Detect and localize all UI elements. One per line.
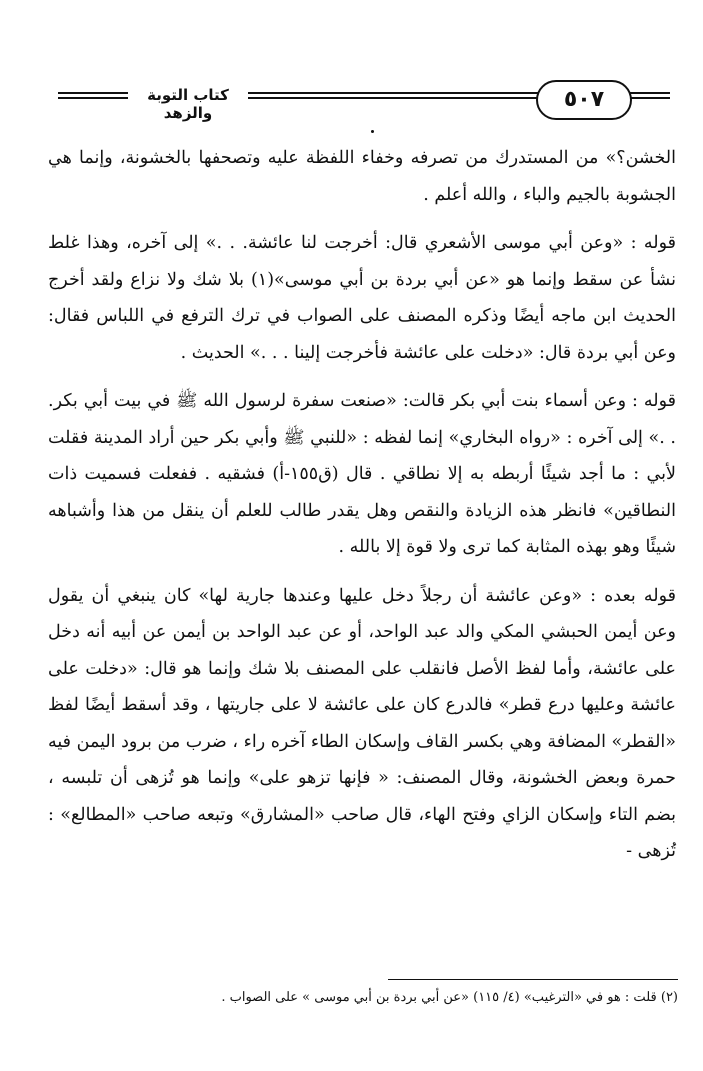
paragraph-2: قوله : «وعن أبي موسى الأشعري قال: أخرجت لنا عائشة. . .» إلى آخره، وهذا غلط نشأ عن سقط وإنما هو «عن أبي بردة بن أبي موسى»(١) بلا شك ولا نزاع ولقد أخرج الحديث ابن ماجه أيضًا وذكره المصنف على الصواب في ترك الترفع في اللباس فقال: وعن أبي بردة قال: «دخلت على عائشة فأخرجت إلينا . . .» الحديث . <box>48 233 676 363</box>
page-number: ٥٠٧ <box>536 80 632 120</box>
header-dot <box>371 130 374 133</box>
paragraph-3: قوله : وعن أسماء بنت أبي بكر قالت: «صنعت سفرة لرسول الله ﷺ في بيت أبي بكر. . .» إلى آخره : «رواه البخاري» إنما لفظه : «للنبي ﷺ وأبي بكر حين أراد المدينة فقلت لأبي : ما أجد شيئًا أربطه به إلا نطاقي . قال (ق١٥٥-أ) فشقيه . ففعلت فسميت ذات النطاقين» فانظر هذه الزيادة والنقص وهل يقدر طالب للعلم أن ينقل من هذا وأشباهه شيئًا وهو بهذه المثابة كما ترى ولا قوة إلا بالله . <box>48 391 676 557</box>
book-title: كتاب التوبة والزهد <box>128 86 248 122</box>
paragraph-1: الخشن؟» من المستدرك من تصرفه وخفاء اللفظة عليه وتصحفها بالخشونة، وإنما هي الجشوبة بالجيم والباء ، والله أعلم . <box>48 148 676 205</box>
footnote-separator <box>388 979 678 980</box>
running-header <box>58 80 670 124</box>
paragraph-4: قوله بعده : «وعن عائشة أن رجلاً دخل عليها وعندها جارية لها» كان ينبغي أن يقول وعن أيمن الحبشي المكي والد عبد الواحد، أو عن عبد الواحد بن أيمن عن أبيه أنه دخل على عائشة، وأما لفظ الأصل فانقلب على المصنف بلا شك وإنما هو قال: «دخلت على عائشة وعليها درع قطر» فالدرع كان على عائشة لا على جاريتها ، وقد أسقط أيضًا لفظ «القطر» المضافة وهي بكسر القاف وإسكان الطاء آخره راء ، ضرب من برود اليمن فيه حمرة وبعض الخشونة، وقال المصنف: « فإنها تزهو على» وإنما هو تُزهى أن تلبسه ، بضم التاء وإسكان الزاي وفتح الهاء، قال صاحب «المشارق» وتبعه صاحب «المطالع» : تُزهى - <box>48 585 676 861</box>
main-text <box>48 140 676 882</box>
footnote: (٢) قلت : هو في «الترغيب» (٤/ ١١٥) «عن أبي بردة بن أبي موسى » على الصواب . <box>221 990 678 1005</box>
